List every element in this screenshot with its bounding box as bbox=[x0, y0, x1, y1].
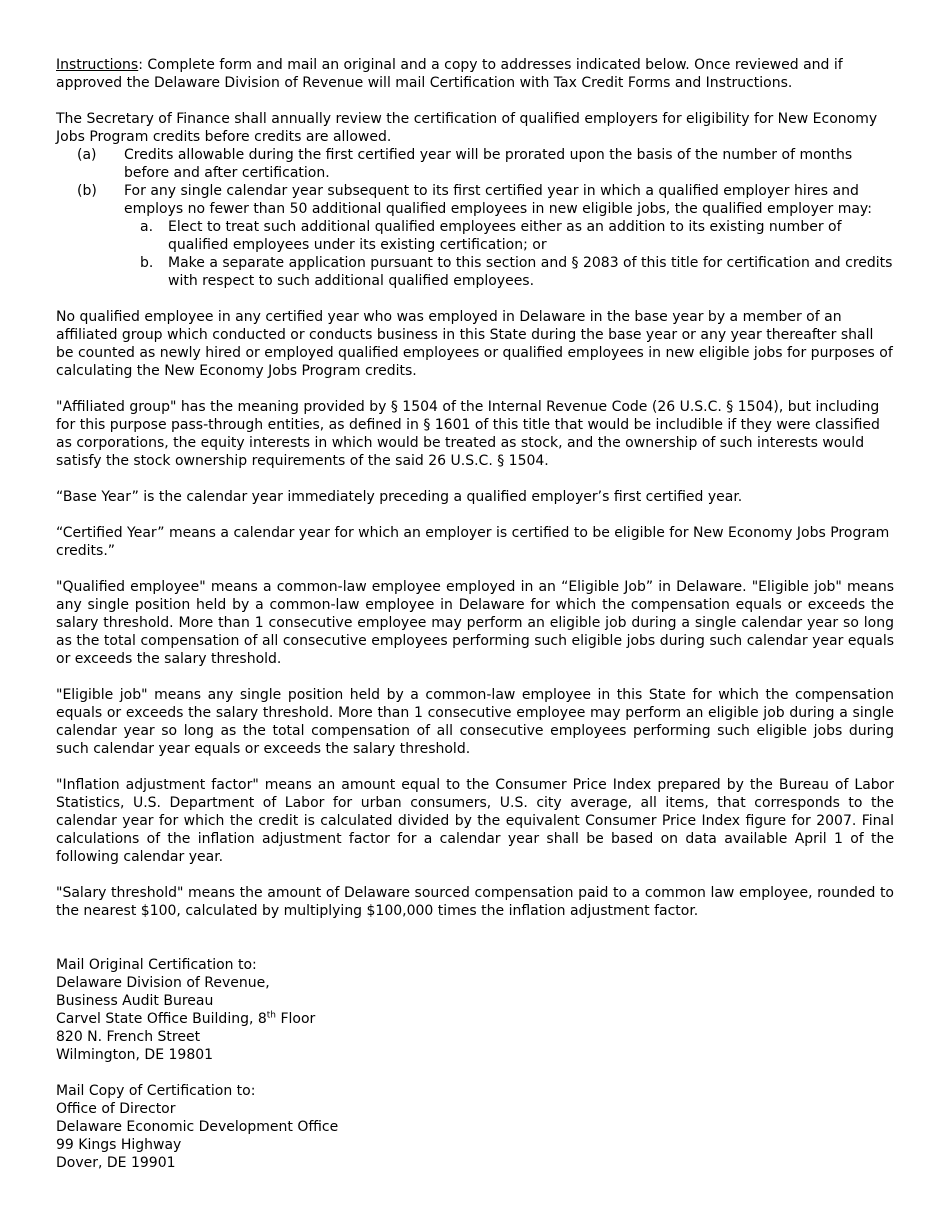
mail-copy-address bbox=[56, 1082, 894, 1172]
instructions-label: Instructions bbox=[56, 57, 139, 73]
building-name: Carvel State Office Building, 8 bbox=[56, 1011, 267, 1027]
review-section bbox=[56, 110, 894, 290]
instructions-colon: : bbox=[138, 57, 143, 73]
salary-threshold-definition: "Salary threshold" means the amount of Delaware sourced compensation paid to a common law employee, rounded to the nearest $100, calculated by multiplying $100,000 times the inflation adjustment factor. bbox=[56, 885, 894, 919]
spacer bbox=[56, 920, 894, 956]
page-content bbox=[56, 56, 894, 1172]
eligible-job-definition: "Eligible job" means any single position held by a common-law employee in this State for which the compensation equals or exceeds the salary threshold. More than 1 consecutive employee may perform an eligible job during a single calendar year so long as the total compensation of all consecutive employees performing such eligible jobs during such calendar year equals or exceeds the salary threshold. bbox=[56, 687, 894, 757]
floor-ordinal: th bbox=[266, 1010, 277, 1021]
mail-original-heading: Mail Original Certification to: bbox=[56, 957, 257, 973]
sub-list-marker: b. bbox=[140, 255, 154, 271]
address-line: Office of Director bbox=[56, 1101, 176, 1117]
address-line: Business Audit Bureau bbox=[56, 993, 214, 1009]
mail-original-address bbox=[56, 956, 894, 1064]
address-line: Dover, DE 19901 bbox=[56, 1155, 176, 1171]
instructions-text: Complete form and mail an original and a copy to addresses indicated below. Once reviewed and if approved the Delaware Division of Revenue will mail Certification with Tax Credit Forms and Instructions. bbox=[56, 57, 843, 91]
list-item-text: For any single calendar year subsequent to its first certified year in which a qualified employer hires and employs no fewer than 50 additional qualified employees in new eligible jobs, the qualified employer may: bbox=[124, 183, 872, 217]
sub-list-item bbox=[124, 218, 894, 254]
mail-copy-heading: Mail Copy of Certification to: bbox=[56, 1083, 256, 1099]
address-line: 99 Kings Highway bbox=[56, 1137, 182, 1153]
list-item bbox=[56, 146, 894, 182]
inflation-factor-definition: "Inflation adjustment factor" means an amount equal to the Consumer Price Index prepared by the Bureau of Labor Statistics, U.S. Department of Labor for urban consumers, U.S. city average, all items, that corresponds to the calendar year for which the credit is calculated divided by the equivalent Consumer Price Index figure for 2007. Final calculations of the inflation adjustment factor for a calendar year shall be based on data available April 1 of the following calendar year. bbox=[56, 777, 894, 865]
address-line-building bbox=[56, 1010, 894, 1028]
address-line: Delaware Economic Development Office bbox=[56, 1119, 339, 1135]
address-line: Delaware Division of Revenue, bbox=[56, 975, 270, 991]
qualified-employee-definition: "Qualified employee" means a common-law employee employed in an “Eligible Job” in Delaware. "Eligible job" means any single position held by a common-law employee in Delaware for which the compensation equals or exceeds the salary threshold. More than 1 consecutive employee may perform an eligible job during a single calendar year so long as the total compensation of all consecutive employees performing such eligible jobs during such calendar year equals or exceeds the salary threshold. bbox=[56, 579, 894, 667]
sub-list-item-text: Elect to treat such additional qualified employees either as an addition to its existing number of qualified employees under its existing certification; or bbox=[168, 219, 842, 253]
sub-list-item bbox=[124, 254, 894, 290]
list-item bbox=[56, 182, 894, 218]
list-marker: (a) bbox=[77, 147, 97, 163]
floor-label: Floor bbox=[276, 1011, 316, 1027]
list-item-text: Credits allowable during the first certified year will be prorated upon the basis of the number of months before and after certification. bbox=[124, 147, 853, 181]
sub-list-item-text: Make a separate application pursuant to this section and § 2083 of this title for certification and credits with respect to such additional qualified employees. bbox=[168, 255, 893, 289]
base-year-definition: “Base Year” is the calendar year immediately preceding a qualified employer’s first certified year. bbox=[56, 489, 743, 505]
address-line: Wilmington, DE 19801 bbox=[56, 1047, 214, 1063]
address-line: 820 N. French Street bbox=[56, 1029, 201, 1045]
instructions-paragraph bbox=[56, 56, 894, 92]
spacer bbox=[56, 1064, 894, 1082]
review-intro: The Secretary of Finance shall annually review the certification of qualified employers for eligibility for New Economy Jobs Program credits before credits are allowed. bbox=[56, 111, 878, 145]
list-marker: (b) bbox=[77, 183, 97, 199]
affiliated-group-definition: "Affiliated group" has the meaning provided by § 1504 of the Internal Revenue Code (26 U.S.C. § 1504), but including for this purpose pass-through entities, as defined in § 1601 of this title that would be includible if they were classified as corporations, the equity interests in which would be treated as stock, and the ownership of such interests would satisfy the stock ownership requirements of the said 26 U.S.C. § 1504. bbox=[56, 399, 880, 469]
sub-list-marker: a. bbox=[140, 219, 154, 235]
affiliated-restriction-paragraph: No qualified employee in any certified year who was employed in Delaware in the base year by a member of an affiliated group which conducted or conducts business in this State during the base year or any year thereafter shall be counted as newly hired or employed qualified employees or qualified employees in new eligible jobs for purposes of calculating the New Economy Jobs Program credits. bbox=[56, 309, 893, 379]
certified-year-definition: “Certified Year” means a calendar year for which an employer is certified to be eligible for New Economy Jobs Program credits.” bbox=[56, 525, 890, 559]
